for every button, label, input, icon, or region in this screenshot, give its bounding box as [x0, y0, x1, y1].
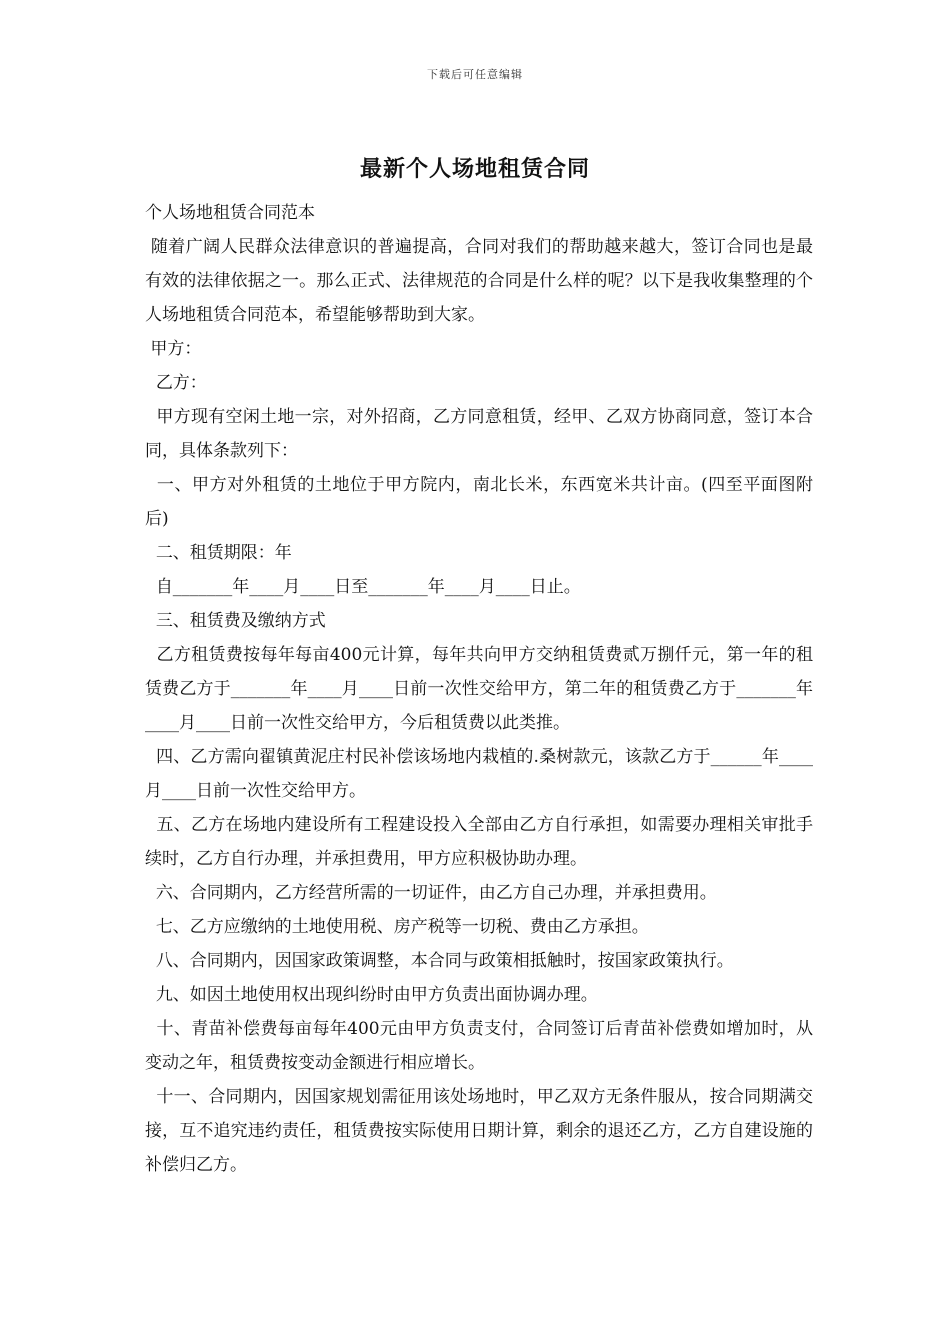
paragraph-party-b: 乙方：	[145, 373, 207, 393]
clause-10: 十、青苗补偿费每亩每年400元由甲方负责支付，合同签订后青苗补偿费如增加时，从变动之年，租赁费按变动金额进行相应增长。	[145, 1019, 813, 1073]
clause-2: 二、租赁期限：年	[145, 543, 292, 563]
clause-6: 六、合同期内，乙方经营所需的一切证件，由乙方自己办理，并承担费用。	[145, 883, 717, 903]
clause-1: 一、甲方对外租赁的土地位于甲方院内，南北长米，东西宽米共计亩。(四至平面图附后)	[145, 475, 813, 529]
clause-9: 九、如因土地使用权出现纠纷时由甲方负责出面协调办理。	[145, 985, 598, 1005]
clause-7: 七、乙方应缴纳的土地使用税、房产税等一切税、费由乙方承担。	[145, 917, 649, 937]
paragraph-intro: 随着广阔人民群众法律意识的普遍提高，合同对我们的帮助越来越大，签订合同也是最有效的法律依据之一。那么正式、法律规范的合同是什么样的呢？以下是我收集整理的个人场地租赁合同范本，希望能够帮助到大家。	[145, 237, 813, 325]
clause-5: 五、乙方在场地内建设所有工程建设投入全部由乙方自行承担，如需要办理相关审批手续时，乙方自行办理，并承担费用，甲方应积极协助办理。	[145, 815, 814, 869]
clause-3-detail: 乙方租赁费按每年每亩400元计算，每年共向甲方交纳租赁费贰万捌仟元，第一年的租赁费乙方于_______年____月____日前一次性交给甲方，第二年的租赁费乙方于_______年____月____日前一次性交给甲方，今后租赁费以此类推。	[145, 645, 813, 733]
paragraph-party-a: 甲方：	[145, 339, 202, 359]
clause-4: 四、乙方需向翟镇黄泥庄村民补偿该场地内栽植的.桑树款元，该款乙方于______年____月____日前一次性交给甲方。	[145, 747, 813, 801]
document-body	[145, 196, 813, 1182]
clause-8: 八、合同期内，因国家政策调整，本合同与政策相抵触时，按国家政策执行。	[145, 951, 734, 971]
clause-11: 十一、合同期内，因国家规划需征用该处场地时，甲乙双方无条件服从，按合同期满交接，互不追究违约责任，租赁费按实际使用日期计算，剩余的退还乙方，乙方自建设施的补偿归乙方。	[145, 1087, 814, 1175]
document-title: 最新个人场地租赁合同	[359, 156, 590, 182]
paragraph-subtitle: 个人场地租赁合同范本	[145, 203, 315, 223]
paragraph-preamble: 甲方现有空闲土地一宗，对外招商，乙方同意租赁，经甲、乙双方协商同意，签订本合同，具体条款列下：	[145, 407, 814, 461]
page-header-note: 下载后可任意编辑	[427, 68, 523, 81]
clause-3: 三、租赁费及缴纳方式	[145, 611, 326, 631]
clause-2-dates: 自_______年____月____日至_______年____月____日止。	[145, 577, 581, 597]
